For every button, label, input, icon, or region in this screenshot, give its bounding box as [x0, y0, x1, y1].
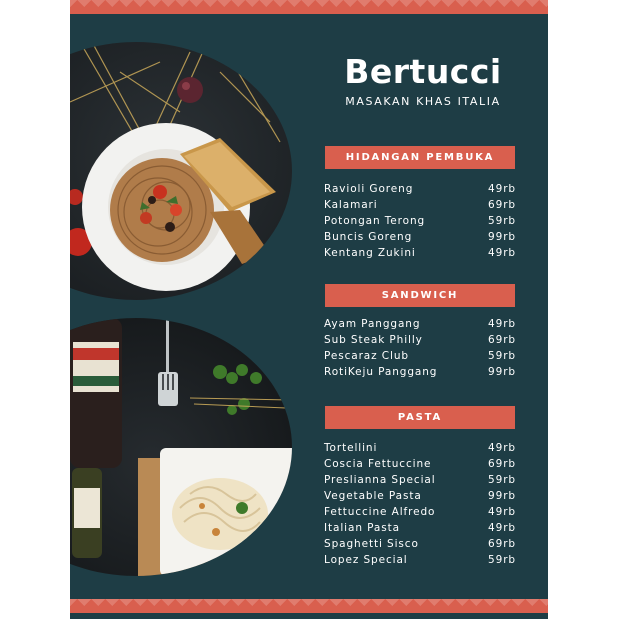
section-title-hidangan-pembuka: HIDANGAN PEMBUKA: [325, 146, 515, 169]
menu-item-name: Vegetable Pasta: [324, 490, 422, 502]
menu-item-name: Preslianna Special: [324, 474, 436, 486]
menu-item-name: Tortellini: [324, 442, 378, 454]
section-title-pasta: PASTA: [325, 406, 515, 429]
menu-item: [324, 229, 518, 245]
menu-item-price: 59rb: [488, 474, 516, 486]
menu-item-name: Lopez Special: [324, 554, 408, 566]
fettuccine-illustration: [70, 318, 292, 576]
menu-item-name: Coscia Fettuccine: [324, 458, 432, 470]
bottom-zigzag-border: [70, 599, 548, 613]
menu-item-price: 59rb: [488, 554, 516, 566]
menu-item-price: 99rb: [488, 490, 516, 502]
spaghetti-photo: [70, 42, 292, 300]
menu-item: [324, 316, 518, 332]
menu-item: [324, 364, 518, 380]
menu-item-name: Ayam Panggang: [324, 318, 421, 330]
fettuccine-photo: [70, 318, 292, 576]
menu-item-price: 69rb: [488, 334, 516, 346]
menu-item-price: 69rb: [488, 458, 516, 470]
menu-item: [324, 456, 518, 472]
menu-item-price: 59rb: [488, 350, 516, 362]
menu-item-price: 49rb: [488, 183, 516, 195]
menu-item: [324, 332, 518, 348]
menu-item-name: Kentang Zukini: [324, 247, 416, 259]
menu-card: [70, 0, 548, 619]
menu-item-name: RotiKeju Panggang: [324, 366, 438, 378]
menu-item-name: Italian Pasta: [324, 522, 400, 534]
menu-item-price: 69rb: [488, 538, 516, 550]
menu-item: [324, 181, 518, 197]
menu-item: [324, 472, 518, 488]
menu-item: [324, 348, 518, 364]
menu-item: [324, 552, 518, 568]
menu-item-name: Fettuccine Alfredo: [324, 506, 436, 518]
menu-item-price: 99rb: [488, 366, 516, 378]
menu-item-price: 69rb: [488, 199, 516, 211]
menu-item-price: 49rb: [488, 318, 516, 330]
menu-item: [324, 213, 518, 229]
restaurant-tagline: MASAKAN KHAS ITALIA: [345, 95, 501, 108]
menu-item-price: 49rb: [488, 442, 516, 454]
section-title-sandwich: SANDWICH: [325, 284, 515, 307]
menu-item: [324, 245, 518, 261]
section-items-sandwich: [324, 316, 518, 380]
menu-item-name: Buncis Goreng: [324, 231, 413, 243]
menu-item-price: 49rb: [488, 247, 516, 259]
menu-item-price: 49rb: [488, 506, 516, 518]
menu-item: [324, 440, 518, 456]
section-items-hidangan-pembuka: [324, 181, 518, 261]
menu-item: [324, 197, 518, 213]
menu-item-name: Ravioli Goreng: [324, 183, 414, 195]
section-items-pasta: [324, 440, 518, 568]
menu-item-name: Spaghetti Sisco: [324, 538, 419, 550]
menu-item-price: 99rb: [488, 231, 516, 243]
menu-item-price: 59rb: [488, 215, 516, 227]
restaurant-name: Bertucci: [344, 52, 502, 91]
menu-item-price: 49rb: [488, 522, 516, 534]
menu-item: [324, 488, 518, 504]
top-zigzag-border: [70, 0, 548, 14]
menu-item: [324, 504, 518, 520]
menu-item: [324, 536, 518, 552]
menu-item-name: Kalamari: [324, 199, 378, 211]
menu-item: [324, 520, 518, 536]
menu-item-name: Sub Steak Philly: [324, 334, 423, 346]
menu-item-name: Potongan Terong: [324, 215, 426, 227]
spaghetti-illustration: [70, 42, 292, 300]
menu-item-name: Pescaraz Club: [324, 350, 409, 362]
